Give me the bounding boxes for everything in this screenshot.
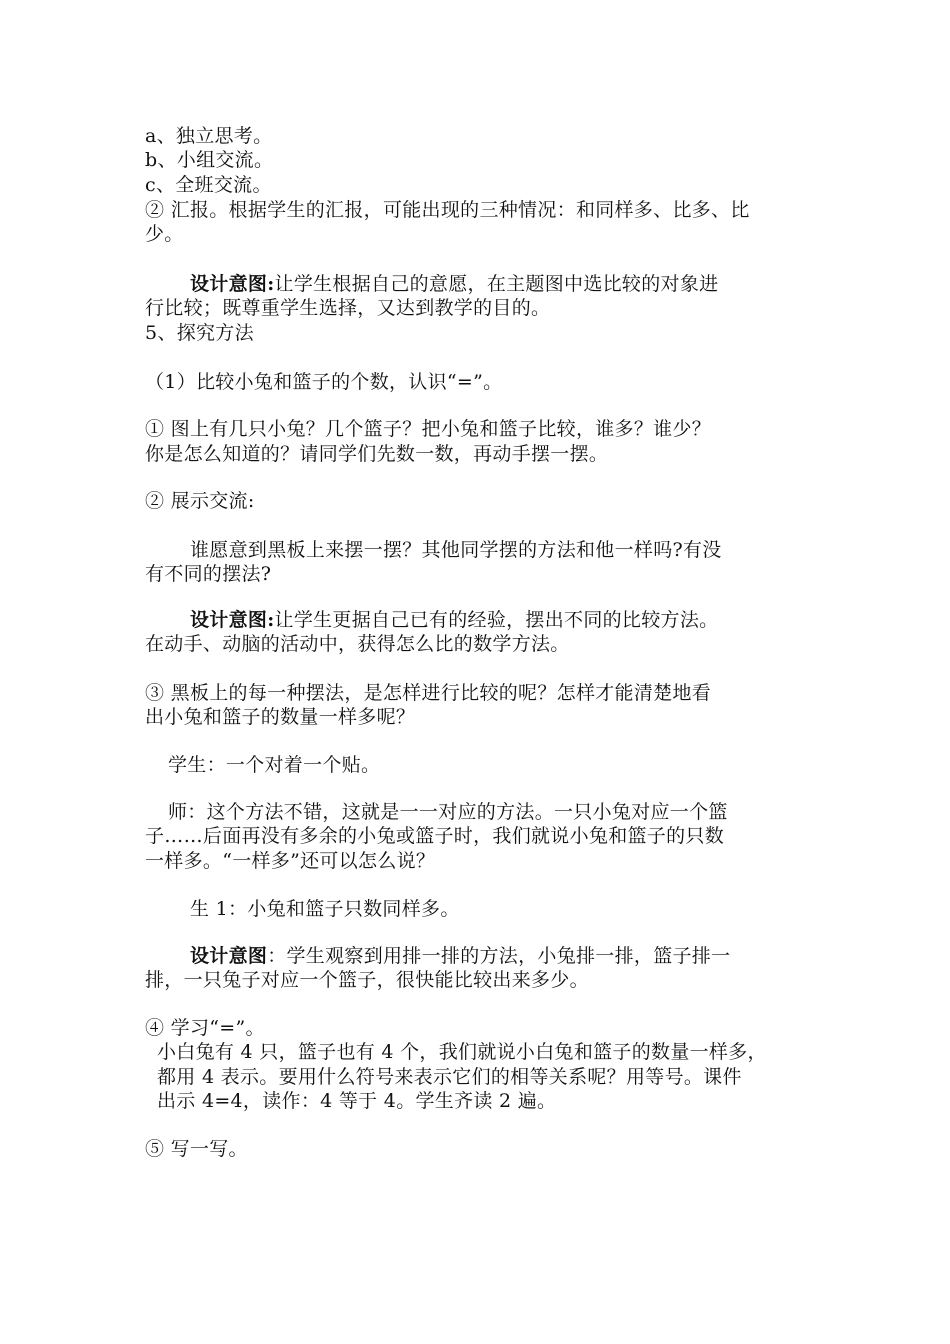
design-intent-label: 设计意图:	[190, 609, 275, 631]
section-5-title: 5、探究方法	[145, 322, 254, 344]
design-intent-1-line-1	[190, 272, 718, 296]
report-line-2: 少。	[145, 223, 184, 245]
report-line-1: ② 汇报。根据学生的汇报，可能出现的三种情况：和同样多、比多、比	[145, 199, 750, 221]
design-intent-label: 设计意图	[190, 945, 268, 967]
teacher-line-2: 子……后面再没有多余的小兔或篮子时，我们就说小兔和篮子的只数	[145, 825, 725, 847]
question-3-line-1: ③ 黑板上的每一种摆法，是怎样进行比较的呢？怎样才能清楚地看	[145, 682, 712, 704]
teacher-line-3: 一样多。“一样多”还可以怎么说？	[145, 850, 436, 872]
student-reply: 学生：一个对着一个贴。	[168, 754, 381, 776]
question-1-line-2: 你是怎么知道的？请同学们先数一数，再动手摆一摆。	[145, 443, 609, 465]
question-4-body-line-3: 出示 4=4，读作：4 等于 4。学生齐读 2 遍。	[157, 1090, 557, 1112]
design-intent-2-line-2: 在动手、动脑的活动中，获得怎么比的数学方法。	[145, 633, 570, 655]
step-c: c、全班交流。	[145, 174, 272, 196]
question-3-line-2: 出小兔和篮子的数量一样多呢？	[145, 706, 416, 728]
question-4-body-line-2: 都用 4 表示。要用什么符号来表示它们的相等关系呢？用等号。课件	[157, 1066, 742, 1088]
design-intent-3-line-1	[190, 944, 730, 968]
question-2-body-line-1: 谁愿意到黑板上来摆一摆？其他同学摆的方法和他一样吗?有没	[190, 539, 722, 561]
question-4-body-line-1: 小白兔有 4 只，篮子也有 4 个，我们就说小白兔和篮子的数量一样多，	[157, 1041, 767, 1063]
step-a: a、独立思考。	[145, 125, 273, 147]
design-intent-text: 让学生根据自己的意愿，在主题图中选比较的对象进	[274, 273, 719, 295]
design-intent-2-line-1	[190, 608, 718, 632]
subsection-1-title: （1）比较小兔和篮子的个数，认识“=”。	[145, 371, 503, 393]
question-2-body-line-2: 有不同的摆法?	[145, 563, 272, 585]
step-b: b、小组交流。	[145, 149, 274, 171]
design-intent-3-line-2: 排，一只兔子对应一个篮子，很快能比较出来多少。	[145, 969, 589, 991]
question-1-line-1: ① 图上有几只小兔？几个篮子？把小兔和篮子比较，谁多？谁少？	[145, 418, 712, 440]
design-intent-label: 设计意图:	[190, 273, 275, 295]
design-intent-1-line-2: 行比较；既尊重学生选择，又达到教学的目的。	[145, 297, 551, 319]
design-intent-text: 让学生更据自己已有的经验，摆出不同的比较方法。	[274, 609, 719, 631]
student-1-reply: 生 1：小兔和篮子只数同样多。	[190, 898, 460, 920]
question-2-title: ② 展示交流:	[145, 490, 255, 512]
teacher-line-1: 师：这个方法不错，这就是一一对应的方法。一只小兔对应一个篮	[168, 801, 728, 823]
question-4-title: ④ 学习“=”。	[145, 1017, 265, 1039]
design-intent-text: ：学生观察到用排一排的方法，小兔排一排，篮子排一	[267, 945, 731, 967]
question-5-title: ⑤ 写一写。	[145, 1138, 248, 1160]
